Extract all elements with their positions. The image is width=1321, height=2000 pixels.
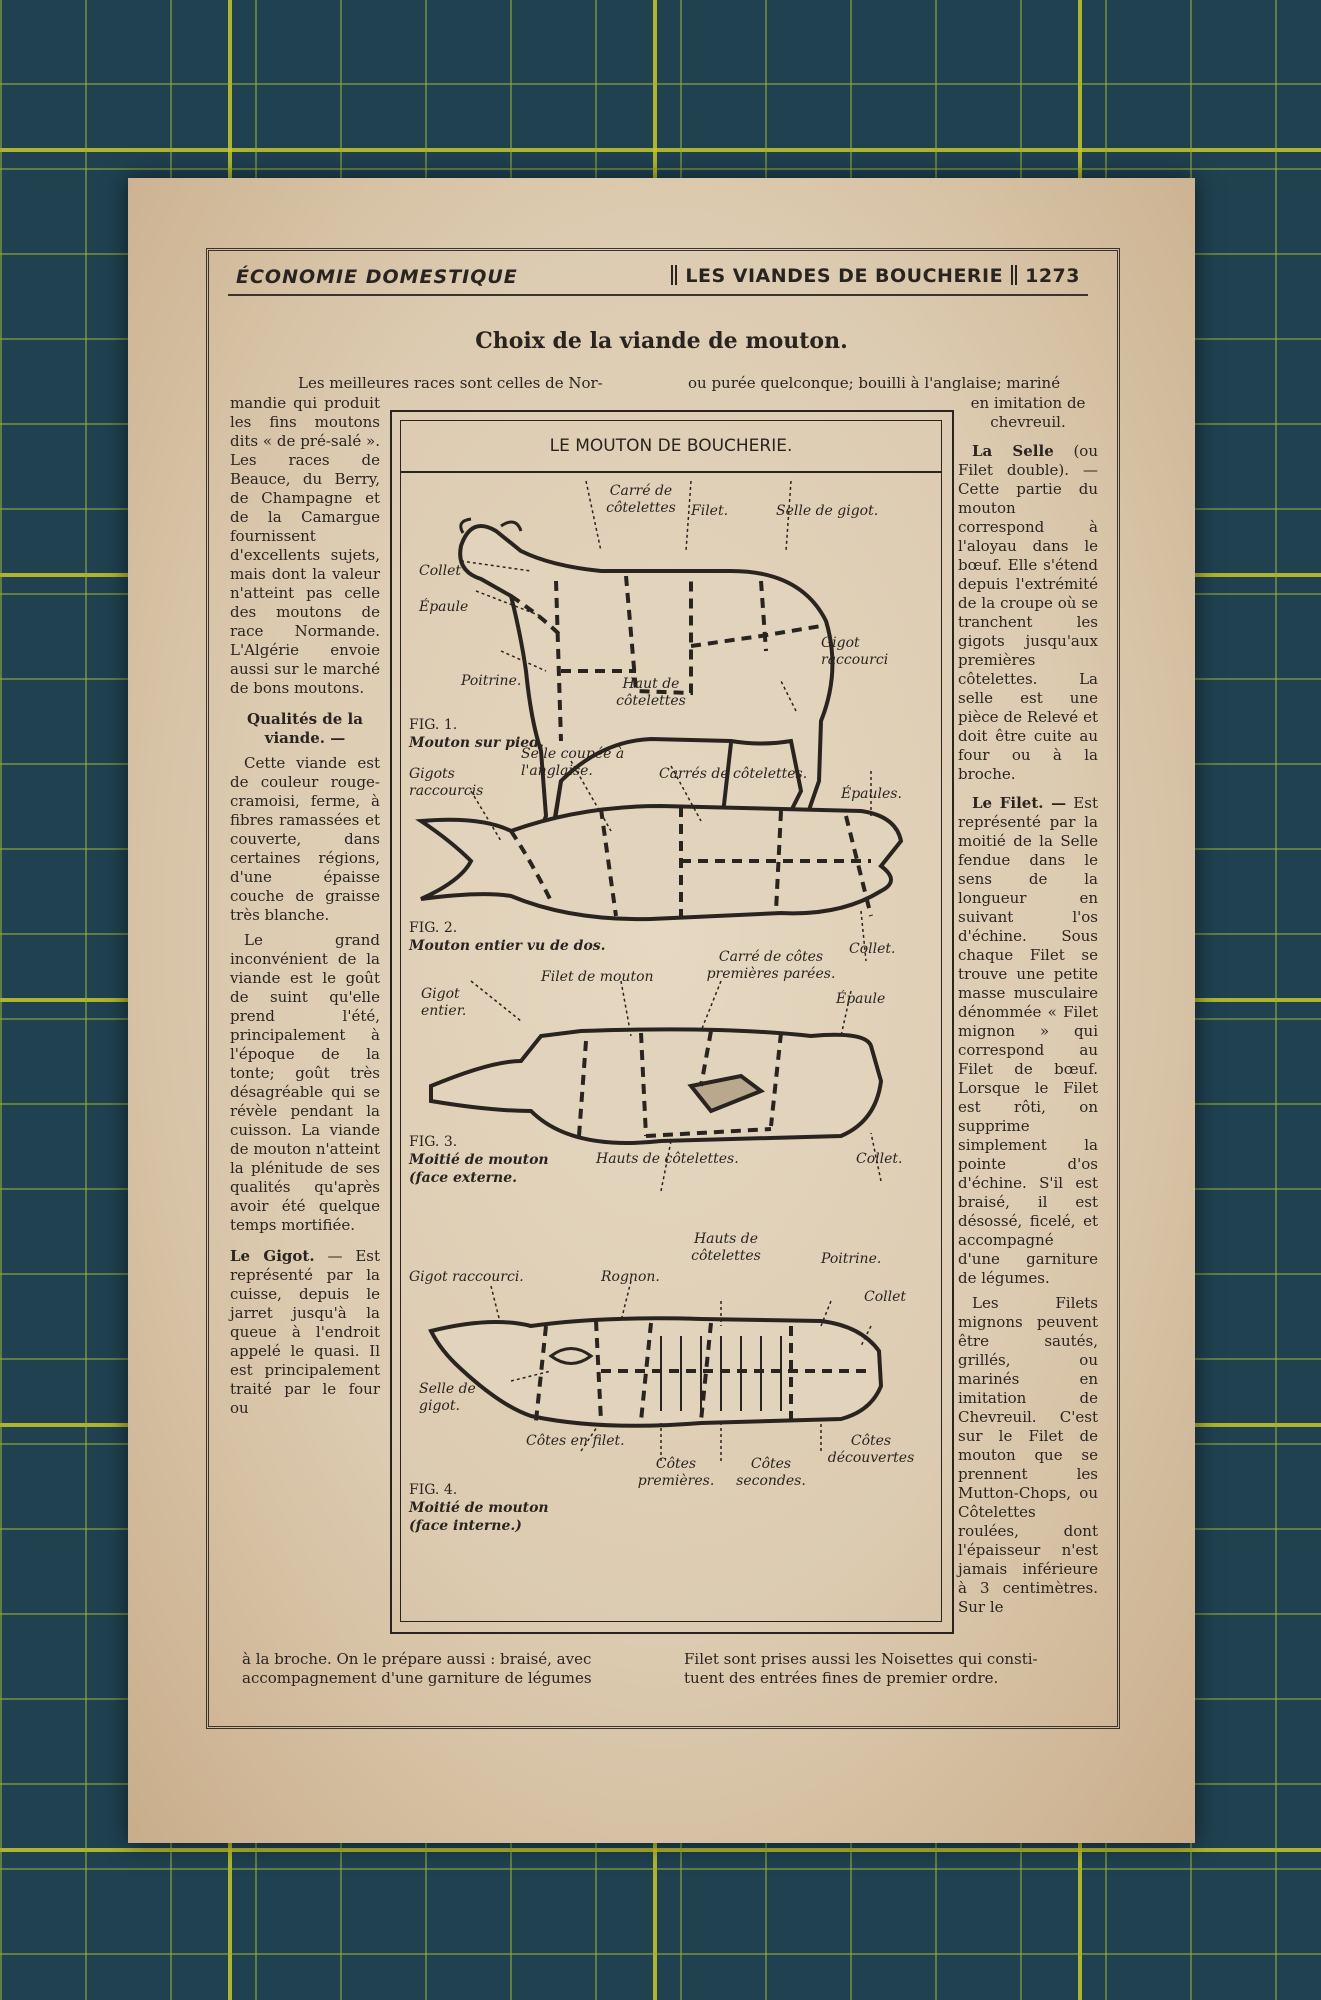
label-haut-de-cotelettes: Haut de côtelettes	[616, 676, 686, 709]
label-carres-de-cotelettes: Carrés de côtelettes.	[659, 766, 808, 782]
header-right	[663, 265, 1080, 287]
fig1-caption-text: Mouton sur pied.	[409, 735, 544, 751]
intro-left-text: Les meilleures races sont celles de Nor-	[298, 374, 603, 392]
fig1-number: FIG. 1.	[409, 717, 458, 733]
label-gigot-raccourci: Gigot raccourci	[821, 635, 889, 668]
intro-right-line: ou purée quelconque; bouilli à l'anglaise; mariné	[688, 374, 1061, 392]
label-carre-de-cotelettes: Carré de côtelettes	[606, 483, 676, 516]
label-epaule: Épaule	[419, 599, 469, 615]
right-intro-text: en imitation de chevreuil.	[970, 394, 1086, 431]
label-gigot-entier: Gigot entier.	[421, 986, 467, 1019]
right-column	[958, 394, 1098, 1623]
left-column	[230, 394, 380, 1424]
label-selle-coupee: Selle coupée à l'anglaise.	[521, 746, 625, 779]
label-poitrine-fig4: Poitrine.	[821, 1251, 882, 1267]
label-selle-de-gigot-fig4: Selle de gigot.	[419, 1381, 476, 1414]
label-collet: Collet	[419, 563, 462, 579]
label-collet-fig3: Collet.	[856, 1151, 903, 1167]
header-section-title: LES VIANDES DE BOUCHERIE	[685, 265, 1004, 287]
fig2-number: FIG. 2.	[409, 920, 458, 936]
gigot-text: — Est représenté par la cuisse, depuis le jarret jusqu'à la queue à l'endroit appelé le quasi. Il est principalement traité par le four ou	[230, 1247, 380, 1417]
label-filet: Filet.	[691, 503, 729, 519]
filets-mignons-text: Les Filets mignons peuvent être sautés, grillés, ou marinés en imitation de Chevreuil. C'est sur le Filet de mouton que se prennent les Mutton-Chops, ou Côtelettes roulées, dont l'épaisseur n'est jamais inférieure à 3 centimètres. Sur le	[958, 1294, 1098, 1616]
label-hauts-de-cotelettes-fig4: Hauts de côtelettes	[691, 1231, 761, 1264]
label-epaules: Épaules.	[841, 786, 902, 802]
page-number: 1273	[1025, 265, 1080, 287]
label-gigots-raccourcis: Gigots raccourcis	[409, 766, 484, 799]
selle-text: (ou Filet double). — Cette partie du mouton correspond à l'aloyau dans le bœuf. Elle s'étend depuis l'extrémité de la croupe où se tranchent les gigots jusqu'aux premières côtelettes. La selle est une pièce de Relevé et doit être cuite au four ou à la broche.	[958, 442, 1098, 783]
fig4-number: FIG. 4.	[409, 1482, 458, 1498]
header-section-left: ÉCONOMIE DOMESTIQUE	[236, 266, 518, 288]
intro-left-line	[258, 374, 678, 393]
label-carre-de-cotes: Carré de côtes premières parées.	[706, 949, 836, 982]
fig3-caption	[409, 1133, 579, 1187]
selle-heading: La Selle	[972, 442, 1054, 460]
figure-title: LE MOUTON DE BOUCHERIE.	[401, 421, 941, 473]
bottom-left-line: à la broche. On le prépare aussi : braisé, avec	[242, 1650, 592, 1668]
fig4-caption-text: Moitié de mouton (face interne.)	[409, 1500, 549, 1534]
bottom-left-text	[242, 1650, 652, 1688]
filet-text: Est représenté par la moitié de la Selle fendue dans le sens de la longueur en suivant l'os d'échine. Sous chaque Filet se trouve une petite masse musculaire dénommée « Filet mignon » qui correspond au Filet de bœuf. Lorsque le Filet est rôti, on supprime simplement la pointe d'os d'échine. S'il est braisé, il est désossé, ficelé, et accompagné d'une garniture de légumes.	[958, 794, 1098, 1287]
header-separator	[1011, 265, 1017, 285]
qualites-paragraph-1: Cette viande est de couleur rouge-cramoisi, ferme, à fibres ramassées et couverte, dans certaines régions, d'une épaisse couche de graisse très blanche.	[230, 754, 380, 924]
fig4-caption	[409, 1481, 579, 1535]
label-gigot-raccourci-fig4: Gigot raccourci.	[409, 1269, 524, 1285]
qualites-paragraph-2: Le grand inconvénient de la viande est le goût de suint qu'elle prend l'été, principalement à l'époque de la tonte; goût très désagréable qui se révèle pendant la cuisson. La viande de mouton n'atteint la plénitude de ses qualités qu'après avoir été quelque temps mortifiée.	[230, 931, 380, 1234]
bottom-right-text	[684, 1650, 1094, 1688]
figure-inner-frame	[400, 420, 942, 1622]
page-sheet	[128, 178, 1195, 1843]
label-cotes-decouvertes: Côtes découvertes	[827, 1433, 915, 1466]
label-selle-de-gigot: Selle de gigot.	[776, 503, 879, 519]
back-view-sheep-illustration	[421, 806, 901, 919]
header-separator	[671, 265, 677, 285]
bottom-right-line: Filet sont prises aussi les Noisettes qui consti-	[684, 1650, 1038, 1668]
fig3-caption-text: Moitié de mouton (face externe.	[409, 1152, 549, 1186]
filet-heading: Le Filet. —	[972, 794, 1067, 812]
label-epaule-fig3: Épaule	[836, 991, 886, 1007]
left-intro-paragraph: mandie qui produit les fins moutons dits « de pré-salé ». Les races de Beauce, du Berry, de Champagne et de la Camargue fournissent d'excellents sujets, mais dont la valeur n'atteint pas celle des moutons de race Normande. L'Algérie envoie aussi sur le marché de bons moutons.	[230, 394, 380, 697]
label-collet-fig2: Collet.	[849, 941, 896, 957]
fig2-caption-text: Mouton entier vu de dos.	[409, 938, 606, 954]
fig2-caption	[409, 919, 606, 955]
label-poitrine: Poitrine.	[461, 673, 522, 689]
gigot-heading: Le Gigot.	[230, 1247, 315, 1265]
label-cotes-secondes: Côtes secondes.	[736, 1456, 806, 1489]
label-collet-fig4: Collet	[864, 1289, 907, 1305]
label-cotes-premieres: Côtes premières.	[637, 1456, 715, 1489]
bottom-left-line: accompagnement d'une garniture de légumes	[242, 1669, 592, 1687]
label-filet-de-mouton: Filet de mouton	[541, 969, 654, 985]
bottom-right-line: tuent des entrées fines de premier ordre.	[684, 1669, 999, 1687]
label-rognon: Rognon.	[601, 1269, 660, 1285]
label-cotes-en-filet: Côtes en filet.	[526, 1433, 625, 1449]
qualites-heading: Qualités de la viande. —	[247, 710, 363, 747]
running-header	[228, 260, 1088, 296]
external-half-illustration	[431, 1029, 881, 1143]
article-title: Choix de la viande de mouton.	[475, 328, 848, 354]
label-hauts-de-cotelettes: Hauts de côtelettes.	[596, 1151, 739, 1167]
figure-plate	[390, 410, 954, 1634]
fig3-number: FIG. 3.	[409, 1134, 458, 1150]
